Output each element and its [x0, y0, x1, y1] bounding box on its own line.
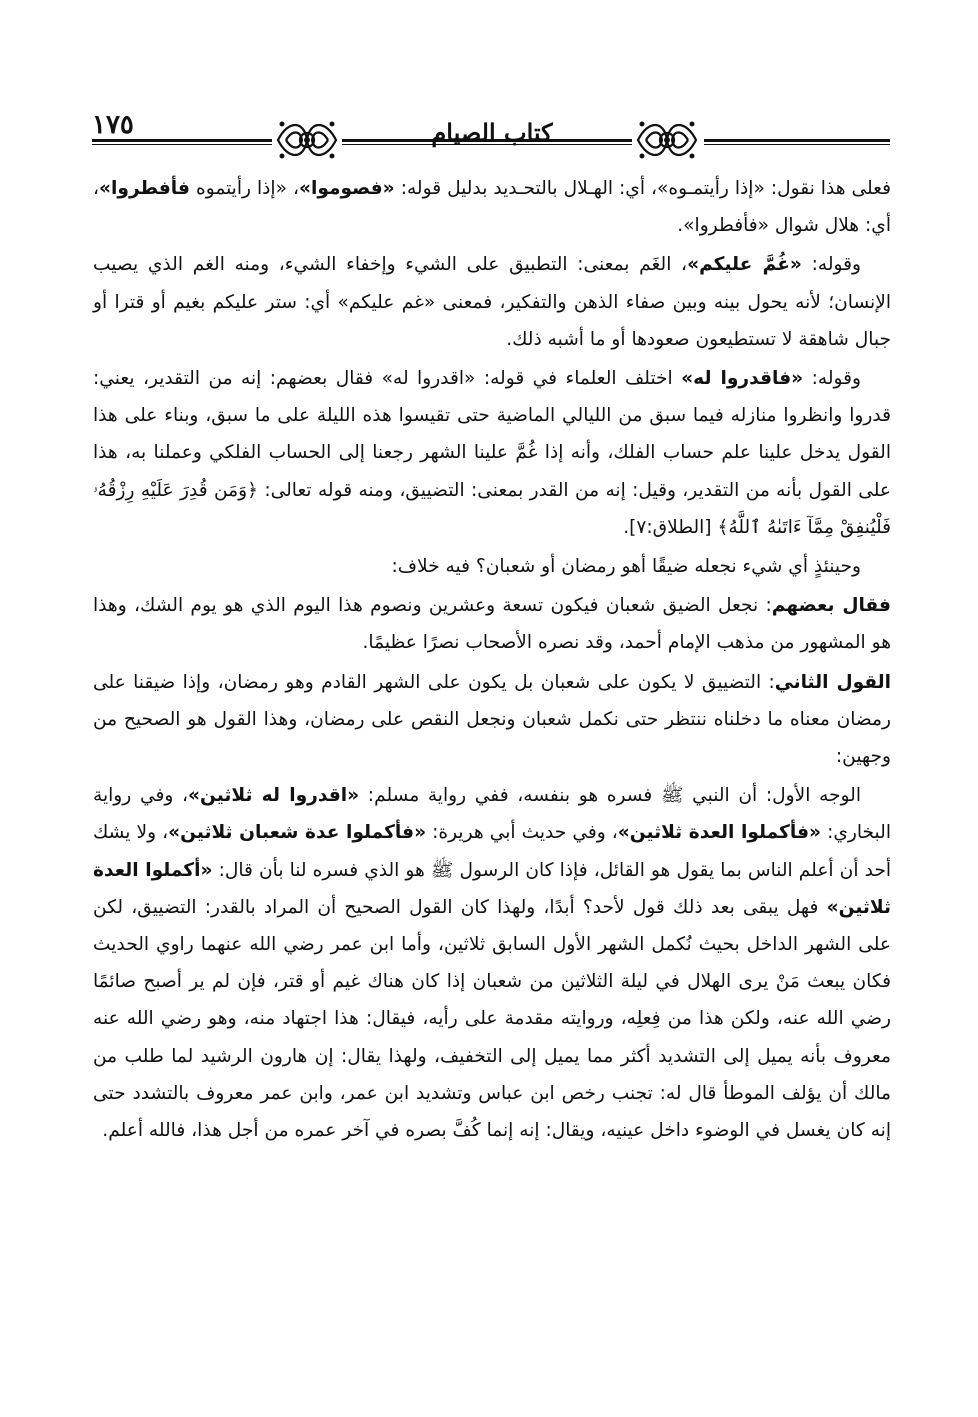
text-run: وقوله:	[803, 368, 861, 390]
opinion-label: فقال بعضهم	[771, 595, 891, 617]
verse-reference: [الطلاق:٧].	[623, 516, 718, 538]
paragraph	[93, 548, 891, 585]
text-run: ، ولا يشك أحد أن أعلم الناس بما يقول هو القائل، فإذا كان الرسول ﷺ هو الذي فسره لنا بأن قال:	[93, 822, 892, 881]
text-run: ، وفي حديث أبي هريرة:	[426, 822, 618, 844]
text-run: وقوله:	[801, 254, 861, 276]
text-run: ، الغَم بمعنى: التطبيق على الشيء وإخفاء الشيء، ومنه الغم الذي يصيب الإنسان؛ لأنه يحول بينه وبين صفاء الذهن والتفكير، فمعنى «غم عليكم» أي: ستر عليكم بغيم أو قترا أو جبال شاهقة لا تستطيعون صعودها أو ما أشبه ذلك.	[93, 254, 891, 350]
hadith-quote: «فأكملوا عدة شعبان ثلاثين»	[168, 822, 427, 844]
hadith-quote: فأفطروا»	[99, 178, 190, 199]
paragraph	[93, 777, 891, 1149]
page-number: ١٧٥	[92, 110, 134, 140]
hadith-quote: «فاقدروا له»	[681, 368, 804, 390]
text-run: وحينئذٍ أي شيء نجعله ضيقًا أهو رمضان أو شعبان؟ فيه خلاف:	[391, 556, 861, 578]
text-run: ، وفي رواية البخاري:	[93, 785, 891, 844]
header-rule	[704, 139, 890, 142]
paragraph	[93, 664, 891, 776]
hadith-quote: «غُمَّ عليكم»	[687, 254, 802, 276]
opinion-label: القول الثاني	[774, 671, 891, 693]
chapter-title: كتاب الصيام	[431, 118, 553, 147]
text-run: فهل يبقى بعد ذلك قول لأحد؟ أبدًا، ولهذا كان القول الصحيح أن المراد بالقدر: التضييق، لكن على الشهر الداخل بحيث نُكمل الشهر الأول السابق ثلاثين، وأما ابن عمر رضي الله عنهما راوي الحديث فكان يبعث مَنْ يرى الهلال في ليلة الثلاثين من شعبان إذا كان هناك غيم أو قتر، فإن لم ير أصبح صائمًا رضي الله عنه، ولكن هذا من فِعلِه، وروايته مقدمة على رأيه، فيقال: هذا اجتهاد منه، وهو رضي الله عنه معروف بأنه يميل إلى التشديد أكثر مما يميل إلى التخفيف، ولهذا يقال: إن هارون الرشيد لما طلب من مالك أن يؤلف الموطأ قال له: تجنب رخص ابن عباس وتشديد ابن عمر، وابن عمر معروف بالتشدد حتى إنه كان يغسل في الوضوء داخل عينيه، ويقال: إنه إنما كُفَّ بصره في آخر عمره من أجل هذا، فالله أعلم.	[93, 896, 891, 1142]
ornament-icon	[634, 114, 700, 166]
header-rule	[92, 144, 272, 145]
text-run: اختلف العلماء في قوله: «اقدروا له» فقال بعضهم: إنه من التقدير، يعني: قدروا وانظروا منازله فيما سبق من الليالي الماضية حتى تقيسوا هذه الليلة على ما سبق، وبناء على هذا القول يدخل علينا علم حساب الفلك، وأنه إذا غُمَّ علينا الشهر رجعنا إلى الحساب الفلكي وعملنا به، هذا على القول بأنه من التقدير، وقيل: إنه من القدر بمعنى: التضييق، ومنه قوله تعالى:	[93, 368, 891, 501]
page-body	[93, 170, 891, 1151]
paragraph	[93, 246, 891, 358]
paragraph	[93, 587, 891, 661]
hadith-quote: «أكملوا العدة ثلاثين»	[93, 859, 891, 918]
text-run: : نجعل الضيق شعبان فيكون تسعة وعشرين ونصوم هذا اليوم الذي هو يوم الشك، وهذا هو المشهور من مذهب الإمام أحمد، وقد نصره الأصحاب نصرًا عظيمًا.	[93, 595, 891, 654]
paragraph	[93, 170, 891, 244]
paragraph	[93, 360, 891, 546]
page-header	[92, 108, 890, 168]
hadith-quote: «اقدروا له ثلاثين»	[188, 785, 360, 807]
quran-verse: ﴿وَمَن قُدِرَ عَلَيْهِ رِزْقُهُۥ فَلْيُنفِقْ مِمَّآ ءَاتَىٰهُ ٱللَّهُ﴾	[93, 479, 891, 538]
text-run: الوجه الأول: أن النبي ﷺ فسره هو بنفسه، ففي رواية مسلم:	[359, 785, 861, 807]
ornament-icon	[274, 114, 340, 166]
text-run: : التضييق لا يكون على شعبان بل يكون على الشهر القادم وهو رمضان، وإذا ضيقنا على رمضان معناه ما دخلناه ننتظر حتى نكمل شعبان ونجعل النقص على رمضان، وهذا القول هو الصحيح من وجهين:	[93, 671, 891, 768]
hadith-quote: «فأكملوا العدة ثلاثين»	[617, 822, 822, 844]
header-rule	[704, 144, 890, 145]
hadith-quote: «فصوموا»	[298, 178, 395, 199]
text-run: ، «إذا رأيتموه	[189, 178, 299, 199]
text-run: ، أي: هلال شوال «فأفطروا».	[93, 178, 891, 237]
text-run: فعلى هذا نقول: «إذا رأيتمـوه»، أي: الهـلال بالتحـديد بدليل قوله:	[394, 178, 892, 199]
